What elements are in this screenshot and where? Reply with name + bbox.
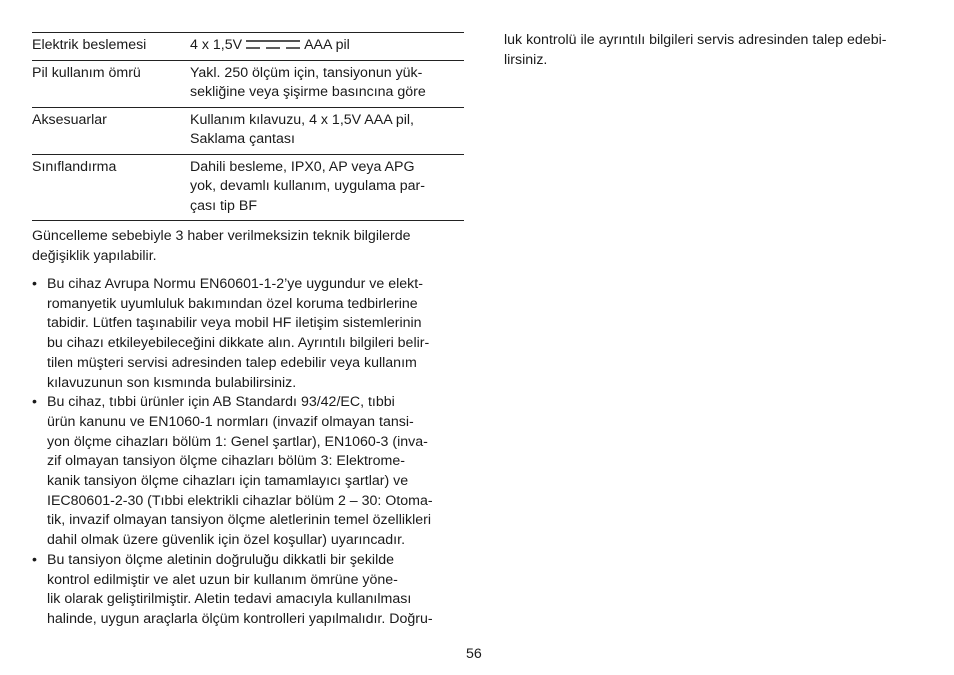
bullet-list [32, 275, 464, 630]
right-column-text: luk kontrolü ile ayrıntılı bilgileri servis adresinden talep edebi- lirsiniz. [504, 32, 887, 68]
spec-label: Elektrik beslemesi [32, 37, 147, 53]
dc-current-icon [245, 38, 301, 50]
spec-value-suffix: AAA pil [304, 37, 350, 53]
list-item [32, 393, 464, 551]
update-note: Güncelleme sebebiyle 3 haber verilmeksizin teknik bilgilerde değişiklik yapılabilir. [32, 228, 411, 264]
list-item [32, 551, 464, 630]
spec-value: Kullanım kılavuzu, 4 x 1,5V AAA pil, Saklama çantası [190, 111, 414, 147]
list-item-text: Bu cihaz Avrupa Normu EN60601-1-2’ye uygundur ve elekt- romanyetik uyumluluk bakımından özel koruma tedbirlerine tabidir. Lütfen taşınabilir veya mobil HF iletişim sistemlerinin bu cihazı etkileyebileceğini dikkate alın. Ayrıntılı bilgileri belir- tilen müşteri servisi adresinden talep edebilir veya kullanım kılavuzunun son kısmında bulabilirsiniz. [47, 276, 430, 391]
spec-label: Aksesuarlar [32, 111, 107, 128]
table-row [32, 33, 464, 61]
list-item-text: Bu tansiyon ölçme aletinin doğruluğu dikkatli bir şekilde kontrol edilmiştir ve alet uzun bir kullanım ömrüne yöne- lik olarak geliştirilmiştir. Aletin tedavi amacıyla kullanılması halinde, uygun araçlarla ölçüm kontrolleri yapılmalıdır. Doğru- [47, 551, 433, 627]
page-number: 56 [466, 646, 482, 662]
spec-value: Dahili besleme, IPX0, AP veya APG yok, devamlı kullanım, uygulama par- çası tip BF [190, 158, 425, 214]
spec-table [32, 32, 464, 221]
bullet-dot: • [32, 394, 37, 411]
table-row [32, 60, 464, 107]
spec-value: Yakl. 250 ölçüm için, tansiyonun yük- sekliğine veya şişirme basıncına göre [190, 64, 426, 100]
list-item-text: Bu cihaz, tıbbi ürünler için AB Standardı 93/42/EC, tıbbi ürün kanunu ve EN1060-1 normları (invazif olmayan tansi- yon ölçme cihazları bölüm 1: Genel şartlar), EN1060-3 (inva- zif olmayan tansiyon ölçme cihazları bölüm 3: Elektrome- kanik tansiyon ölçme cihazları için tamamlayıcı şartlar) ve IEC80601-2-30 (Tıbbi elektrikli cihazlar bölüm 2 – 30: Otoma- tik, invazif olmayan tansiyon ölçme aletlerinin temel özellikleri dahil olmak üzere güvenlik için özel koşullar) uyarıncadır. [47, 394, 433, 549]
table-row [32, 107, 464, 154]
spec-label: Sınıflandırma [32, 158, 117, 175]
spec-value-prefix: 4 x 1,5V [190, 37, 243, 53]
spec-value [190, 33, 464, 61]
table-row [32, 154, 464, 221]
bullet-dot: • [32, 276, 37, 292]
spec-label: Pil kullanım ömrü [32, 64, 141, 81]
left-column [32, 32, 464, 630]
bullet-dot: • [32, 551, 37, 568]
list-item [32, 275, 464, 393]
